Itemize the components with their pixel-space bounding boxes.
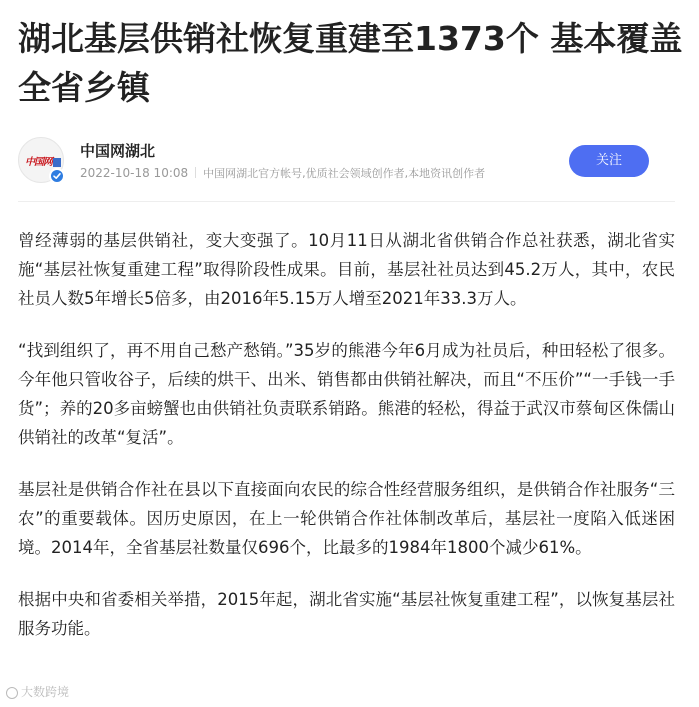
author-meta <box>80 165 485 181</box>
article-paragraph-3: 基层社是供销合作社在县以下直接面向农民的综合性经营服务组织，是供销合作社服务“三农”的重要载体。因历史原因，在上一轮供销合作社体制改革后，基层社一度陷入低迷困境。2014年，全省基层社数量仅696个，比最多的1984年1800个减少61%。 <box>18 480 675 557</box>
author-name[interactable]: 中国网湖北 <box>80 142 156 160</box>
article-paragraph-2: “找到组织了，再不用自己愁产愁销。”35岁的熊港今年6月成为社员后，种田轻松了很多。今年他只管收谷子，后续的烘干、出米、销售都由供销社解决，而且“不压价”“一手钱一手货”；养的20多亩螃蟹也由供销社负责联系销路。熊港的轻松，得益于武汉市蔡甸区侏儒山供销社的改革“复活”。 <box>18 341 675 447</box>
verified-badge-icon <box>49 168 65 184</box>
article-paragraph-4: 根据中央和省委相关举措，2015年起，湖北省实施“基层社恢复重建工程”，以恢复基层社服务功能。 <box>18 590 675 638</box>
follow-button[interactable]: 关注 <box>569 145 649 177</box>
article-title: 湖北基层供销社恢复重建至1373个 基本覆盖全省乡镇 <box>18 19 683 107</box>
header-divider <box>18 201 675 202</box>
avatar-logo: 中国网 <box>25 153 61 168</box>
avatar[interactable] <box>18 137 64 183</box>
article-paragraph-1: 曾经薄弱的基层供销社，变大变强了。10月11日从湖北省供销合作总社获悉，湖北省实施“基层社恢复重建工程”取得阶段性成果。目前，基层社社员达到45.2万人，其中，农民社员人数5年增长5倍多，由2016年5.15万人增至2021年33.3万人。 <box>18 231 675 308</box>
watermark-logo-icon <box>6 687 18 699</box>
article-body <box>18 226 675 666</box>
author-row <box>18 137 683 187</box>
author-description: 中国网湖北官方帐号,优质社会领域创作者,本地资讯创作者 <box>203 167 486 180</box>
watermark <box>6 683 69 700</box>
publish-timestamp: 2022-10-18 10:08 <box>80 166 189 180</box>
meta-divider <box>195 167 196 178</box>
watermark-text: 大数跨境 <box>21 685 70 699</box>
